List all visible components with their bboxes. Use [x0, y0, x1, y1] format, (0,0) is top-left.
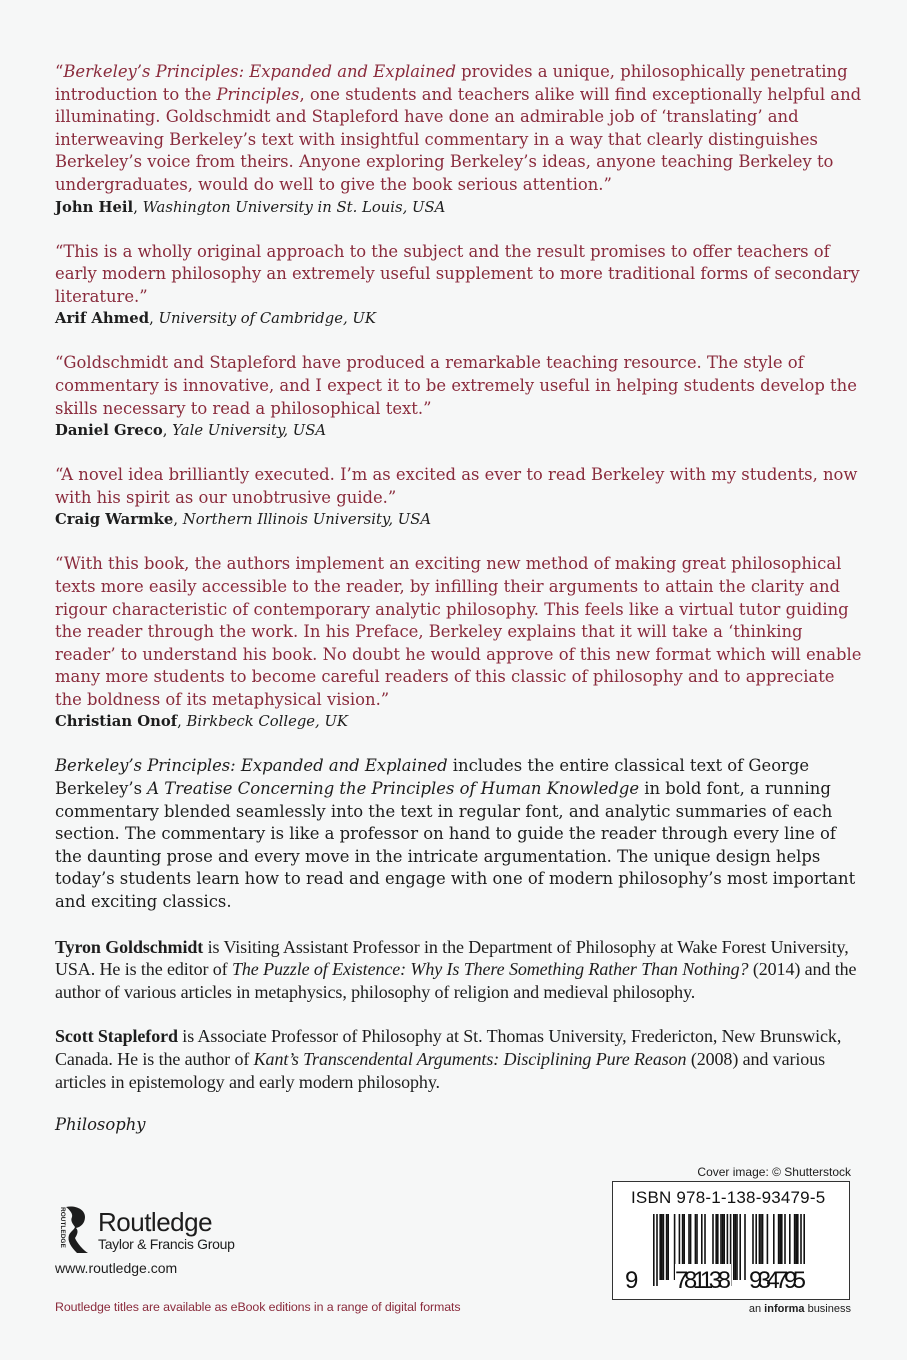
- barcode-right-group: 934795: [749, 1267, 806, 1294]
- isbn-barcode: [612, 1181, 850, 1300]
- isbn-label: ISBN 978-1-138-93479-5: [631, 1188, 826, 1207]
- barcode-bar: [739, 1214, 741, 1280]
- barcode-bar: [659, 1214, 661, 1280]
- endorser-affiliation: Yale University, USA: [172, 422, 327, 440]
- endorsement-quote: “Berkeley’s Principles: Expanded and Explained provides a unique, philosophically penetrating introduction to the Principles, one students and teachers alike will find exceptionally helpful and illuminating. Goldschmidt and Stapleford have done an admirable job of ‘translating’ and interweaving Berkeley’s text with insightful commentary in a way that clearly distinguishes Berkeley’s voice from theirs. Anyone exploring Berkeley’s ideas, anyone teaching Berkeley to undergraduates, would do well to give the book serious attention.”: [55, 62, 862, 194]
- endorsement-quote: “A novel idea brilliantly executed. I’m as excited as ever to read Berkeley with my students, now with his spirit as our unobtrusive guide.”: [55, 465, 858, 507]
- endorser-affiliation: Washington University in St. Louis, USA: [142, 198, 446, 216]
- logo-vertical-text: ROUTLEDGE: [59, 1207, 66, 1248]
- publisher-name: Routledge: [98, 1207, 213, 1237]
- endorser-affiliation: Northern Illinois University, USA: [182, 511, 432, 529]
- subject-category: Philosophy: [55, 1115, 146, 1135]
- book-description: Berkeley’s Principles: Expanded and Explained includes the entire classical text of George Berkeley’s A Treatise Concerning the Principles of Human Knowledge in bold font, a running commentary blended seamlessly into the text in regular font, and analytic summaries of each section. The commentary is like a professor on hand to guide the reader through every line of the daunting prose and every move in the intricate argumentation. The unique design helps today’s students learn how to read and engage with one of modern philosophy’s most important and exciting classics.: [55, 756, 856, 912]
- author-bio: Tyron Goldschmidt is Visiting Assistant Professor in the Department of Philosophy at Wake Forest University, USA. He is the editor of The Puzzle of Existence: Why Is There Something Rather Than Nothing? (2014) and the author of various articles in metaphysics, philosophy of religion and medieval philosophy.: [55, 936, 857, 1002]
- barcode-bar: [733, 1214, 735, 1280]
- ebook-note: Routledge titles are available as eBook editions in a range of digital formats: [55, 1300, 461, 1314]
- barcode-first-digit: 9: [625, 1267, 639, 1294]
- endorser-name: Arif Ahmed: [55, 310, 150, 328]
- barcode-graphic: [613, 1182, 849, 1299]
- author-name: Scott Stapleford: [55, 1026, 178, 1047]
- author-name: Tyron Goldschmidt: [55, 936, 204, 957]
- endorser-name: Daniel Greco: [55, 422, 163, 440]
- barcode-bar: [653, 1214, 655, 1286]
- routledge-r-icon: [55, 1205, 91, 1255]
- endorser-name: John Heil: [55, 198, 134, 216]
- barcode-bar: [744, 1214, 746, 1280]
- publisher-website[interactable]: www.routledge.com: [55, 1260, 178, 1276]
- endorsement-quote: “Goldschmidt and Stapleford have produced a remarkable teaching resource. The style of commentary is innovative, and I expect it to be extremely useful in helping students develop the skills necessary to read a philosophical text.”: [55, 353, 857, 418]
- publisher-group: Taylor & Francis Group: [98, 1236, 235, 1252]
- barcode-bar: [735, 1214, 737, 1280]
- barcode-bar: [661, 1214, 663, 1280]
- endorsement-attribution: Daniel Greco, Yale University, USA: [55, 422, 327, 440]
- barcode-bar: [656, 1214, 658, 1286]
- barcode-bar: [667, 1214, 669, 1280]
- endorsement-quote: “This is a wholly original approach to the subject and the result promises to offer teachers of early modern philosophy an extremely useful supplement to more traditional forms of secondary literature.”: [55, 241, 860, 306]
- endorsement-attribution: John Heil, Washington University in St. Louis, USA: [55, 198, 446, 216]
- endorser-affiliation: University of Cambridge, UK: [158, 310, 376, 328]
- endorsement-quote: “With this book, the authors implement an exciting new method of making great philosophical texts more easily accessible to the reader, by infilling their arguments to attain the clarity and rigour characteristic of contemporary analytic philosophy. This feels like a virtual tutor guiding the reader through the work. In his Preface, Berkeley explains that it will take a ‘thinking reader’ to understand his book. No doubt he would approve of this new format which will enable many more students to become careful readers of this classic of philosophy and to appreciate the boldness of its metaphysical vision.”: [55, 554, 862, 709]
- barcode-bar: [736, 1214, 738, 1280]
- endorser-name: Craig Warmke: [55, 511, 174, 529]
- endorser-name: Christian Onof: [55, 713, 178, 731]
- barcode-left-group: 781138: [675, 1267, 731, 1294]
- barcode-bar: [666, 1214, 668, 1280]
- back-cover-content: [55, 61, 865, 1134]
- endorsement-attribution: Craig Warmke, Northern Illinois University, USA: [55, 511, 432, 529]
- endorsement-attribution: Christian Onof, Birkbeck College, UK: [55, 713, 348, 731]
- routledge-logo: [55, 1205, 235, 1255]
- publisher-block: [55, 1205, 235, 1276]
- informa-tagline: an informa business: [748, 1303, 851, 1315]
- endorser-affiliation: Birkbeck College, UK: [186, 713, 348, 731]
- author-bio: Scott Stapleford is Associate Professor of Philosophy at St. Thomas University, Fredericton, New Brunswick, Canada. He is the author of Kant’s Transcendental Arguments: Disciplining Pure Reason (2008) and various articles in epistemology and early modern philosophy.: [55, 1026, 842, 1092]
- author-bios: [55, 936, 865, 1094]
- endorsement-attribution: Arif Ahmed, University of Cambridge, UK: [55, 310, 376, 328]
- endorsements: [55, 61, 865, 733]
- barcode-bar: [663, 1214, 665, 1280]
- cover-credit: Cover image: © Shutterstock: [697, 1165, 851, 1179]
